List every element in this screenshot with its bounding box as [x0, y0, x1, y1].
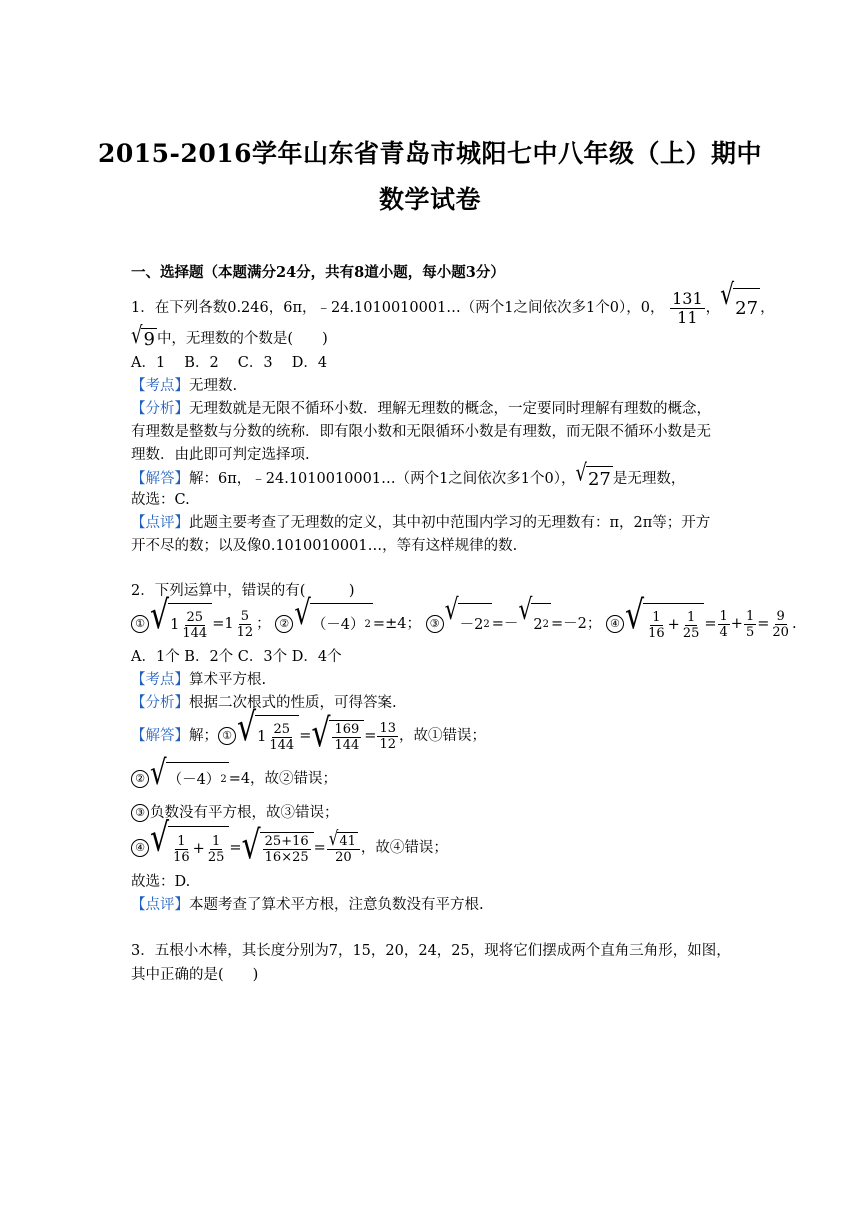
q2-e2-in: （－4）: [311, 617, 365, 633]
q1-sqrt9: √ 9: [131, 322, 155, 350]
q3-stem-line1: 3．五根小木棒，其长度分别为7，15，20，24，25，现将它们摆成两个直角三角形，如图，: [131, 943, 731, 959]
q2-e3-sup: 2: [483, 619, 490, 630]
q2-e2-rhs: =±4；: [372, 616, 421, 632]
q1-frac-den: 11: [677, 307, 698, 327]
q2-s4-d3: 16×25: [264, 849, 309, 865]
q3-stem-line2: 其中正确的是( ): [131, 967, 259, 983]
section-heading: 一、选择题（本题满分24分，共有8道小题，每小题3分）: [131, 264, 505, 281]
q2-e1-rfrac: [235, 609, 256, 640]
q2-s4-n4-wrap: [327, 826, 360, 850]
q2-e1-rint: 1: [224, 616, 234, 632]
q2-e4-f3: [718, 609, 730, 640]
q2-circ3: ③: [426, 615, 444, 633]
q2-s1-den: 144: [269, 737, 295, 753]
q2-s4-n1: 1: [177, 833, 186, 849]
q1-dianping-tag: 【点评】: [131, 515, 189, 531]
q1-jieda-sqrt27: √ 27: [575, 459, 611, 490]
q2-s1-circ: ①: [218, 727, 236, 745]
q2-e4-f2: [681, 610, 702, 641]
q2-s4-sqrt: √ $\frac{1}{16}$ + $\frac{1}{25}$: [150, 826, 229, 870]
q2-s3-text: 负数没有平方根，故③错误；: [150, 805, 339, 821]
q2-e4-plus2: +: [730, 616, 743, 632]
q1-kaodian: [131, 376, 237, 396]
q2-options: A．1个 B．2个 C．3个 D．4个: [131, 649, 342, 665]
q2-s1-tail: ，故①错误；: [399, 728, 486, 744]
q1-fenxi-tag: 【分析】: [131, 401, 189, 417]
q2-dianping-tag: 【点评】: [131, 897, 189, 913]
q2-e4-f5: [770, 609, 791, 640]
q1-dianping-line2: 开不尽的数；以及像0.1010010001…，等有这样规律的数.: [131, 538, 518, 554]
q2-choice: 故选：D.: [131, 874, 191, 890]
q2-e1-rden: 12: [236, 624, 254, 640]
q2-e4-eq: =: [704, 616, 717, 632]
q2-s4-f4: [327, 826, 360, 865]
q1-sep: ，: [705, 300, 721, 316]
q2-expr1-sqrt: √ 1 $\frac{25}{144}$: [150, 603, 212, 645]
q2-e1-num: 25: [186, 609, 204, 625]
q1-fenxi-line3: 理数．由此即可判定选择项.: [131, 447, 310, 463]
q2-s4-f2: [206, 834, 227, 865]
q2-expr4-sqrt: √ $\frac{1}{16}$ + $\frac{1}{25}$: [625, 603, 704, 645]
q2-expr3-sqrt: √ －2 2: [445, 603, 492, 645]
q2-s4-n3: 25+16: [264, 833, 309, 849]
q2-s1-sqrt: √ 1 $\frac{25}{144}$: [237, 715, 299, 757]
q2-jieda-tag: 【解答】: [131, 728, 189, 744]
q1-jieda-b: 是无理数，: [612, 471, 686, 487]
q2-s2-sup: 2: [220, 774, 227, 785]
q2-e2-sup: 2: [364, 619, 371, 630]
q2-e4-d5: 20: [772, 624, 789, 640]
q2-e3-mid: =－: [491, 616, 519, 632]
q2-s4-eq: =: [229, 840, 242, 856]
q2-e4-end: .: [791, 616, 797, 632]
q2-dianping: [131, 895, 484, 915]
q2-jieda-line2: [131, 754, 338, 796]
q2-e4-f4: [744, 609, 756, 640]
q2-s1-den2: 144: [334, 737, 360, 753]
q1-root9: 9: [143, 329, 155, 350]
q2-e1-int: 1: [170, 617, 180, 633]
q1-stem-line: [131, 279, 775, 328]
doc-title-line2: 数学试卷: [378, 185, 481, 214]
q2-kaodian-text: 算术平方根.: [189, 672, 267, 688]
q1-jieda-a: 解：6π，﹣24.1010010001…（两个1之间依次多1个0），: [189, 471, 576, 487]
q2-e4-d2: 25: [682, 625, 700, 641]
q2-e4-n2: 1: [686, 609, 696, 625]
q1-stem-line2: [131, 322, 328, 350]
q2-e3-rhs: =－2；: [551, 616, 602, 632]
q1-sqrt27: √ 27: [720, 288, 760, 328]
q1-jieda-root: 27: [586, 466, 613, 492]
q2-s1-eq: =: [299, 728, 312, 744]
q2-s4-tail: ，故④错误；: [360, 840, 448, 856]
q2-s2-sqrt: √ （－4） 2: [150, 762, 229, 796]
q2-e4-d3: 4: [719, 624, 728, 640]
q2-e3-in2: 2: [533, 617, 543, 633]
q2-e4-eq2: =: [757, 616, 770, 632]
q1-choice: 故选：C.: [131, 492, 190, 508]
q1-stem-b: 中，无理数的个数是( ): [156, 331, 328, 347]
q2-s4-plus: +: [192, 841, 205, 857]
q2-e4-n5: 9: [776, 608, 785, 624]
q2-s4-d4: 20: [335, 849, 352, 865]
q1-dianping-line1: [131, 513, 710, 533]
q2-dianping-text: 本题考查了算术平方根，注意负数没有平方根.: [189, 897, 484, 913]
q2-expressions: [131, 592, 797, 645]
q2-kaodian-tag: 【考点】: [131, 672, 189, 688]
q2-expr3-sqrt2: √ 2 2: [518, 603, 551, 645]
q2-stem: 2．下列运算中，错误的有( ): [131, 583, 355, 599]
q1-root27: 27: [733, 288, 760, 328]
q2-s2-circ: ②: [131, 770, 149, 788]
q2-s1-den3: 12: [379, 736, 396, 752]
q2-e4-n1: 1: [652, 609, 661, 625]
q1-tail-comma: ，: [760, 300, 775, 316]
q2-kaodian: [131, 670, 266, 690]
q1-fenxi-line1: [131, 399, 711, 419]
q2-e1-eq: =: [212, 616, 225, 632]
q2-s1-num3: 13: [379, 720, 396, 736]
q2-s1-eq2: =: [364, 728, 377, 744]
q2-s4-f1: [171, 834, 192, 865]
q2-circ2: ②: [275, 615, 293, 633]
q2-s1-num: 25: [273, 721, 291, 737]
q2-s1-f2: [332, 722, 361, 753]
doc-title-line1: 2015-2016学年山东省青岛市城阳七中八年级（上）期中: [97, 139, 763, 168]
q2-s4-sqrt41: √ 41: [328, 826, 356, 850]
q1-options: A．1 B．2 C．3 D．4: [131, 355, 328, 371]
q2-s1-int: 1: [257, 729, 267, 745]
q2-s1-f3: [377, 721, 398, 752]
q1-fenxi-text1: 无理数就是无限不循环小数．理解无理数的概念，一定要同时理解有理数的概念，: [189, 401, 711, 417]
q2-s1-sqrt2: √ $\frac{169}{144}$: [311, 720, 364, 753]
q2-circ4: ④: [606, 615, 624, 633]
q2-e4-n3: 1: [719, 608, 728, 624]
q2-s4-d1: 16: [173, 849, 190, 865]
q2-s4-n4: 41: [339, 833, 356, 849]
q1-fraction: [670, 290, 705, 327]
q1-kaodian-tag: 【考点】: [131, 378, 189, 394]
q2-e1-den: 144: [182, 625, 208, 641]
q1-kaodian-text: 无理数.: [189, 378, 238, 394]
q2-fenxi-tag: 【分析】: [131, 695, 189, 711]
q2-s4-circ: ④: [131, 839, 149, 857]
q2-s3-circ: ③: [131, 804, 149, 822]
q2-jieda-line1: [131, 704, 486, 757]
q1-stem-a: 1．在下列各数0.246，6π，﹣24.1010010001…（两个1之间依次多1个0），0，: [131, 300, 665, 316]
q2-fenxi: [131, 693, 397, 713]
q2-s2-in: （－4）: [167, 772, 221, 788]
q2-fenxi-text: 根据二次根式的性质，可得答案.: [189, 695, 397, 711]
q2-jieda-line4: [131, 815, 448, 870]
q1-jieda: [131, 459, 686, 492]
q2-e4-f1: [646, 610, 667, 641]
q2-s4-f3: [263, 834, 311, 865]
q2-s4-d2: 25: [207, 849, 225, 865]
q1-fenxi-line2: 有理数是整数与分数的统称．即有限小数和无限循环小数是有理数，而无限不循环小数是无: [131, 424, 711, 440]
q2-jieda-text: 解；: [189, 728, 218, 744]
q2-expr2-sqrt: √ （－4） 2: [294, 603, 373, 645]
q2-s4-n2: 1: [211, 833, 221, 849]
q2-s1-f1: [267, 722, 296, 753]
q2-e3-sup2: 2: [542, 619, 549, 630]
q2-e4-d1: 16: [648, 625, 665, 641]
q1-jieda-tag: 【解答】: [131, 471, 189, 487]
q2-e4-d4: 5: [745, 624, 755, 640]
q2-e4-n4: 1: [745, 608, 755, 624]
q2-circ1: ①: [131, 615, 149, 633]
q2-e4-plus: +: [667, 617, 680, 633]
q2-e1-end: ；: [256, 616, 271, 632]
q2-e1-frac: [180, 610, 209, 641]
q2-s4-eq2: =: [313, 840, 326, 856]
q2-s2-tail: =4，故②错误；: [228, 771, 338, 787]
q2-e1-rnum: 5: [240, 608, 249, 624]
q2-s4-sqrt2: √ $\frac{25+16}{16\times 25}$: [242, 832, 314, 865]
q1-frac-num: 131: [672, 288, 703, 308]
q1-dianping-text1: 此题主要考查了无理数的定义，其中初中范围内学习的无理数有：π，2π等；开方: [189, 515, 711, 531]
q2-s1-num2: 169: [334, 721, 360, 737]
q2-e3-in: －2: [459, 617, 484, 633]
